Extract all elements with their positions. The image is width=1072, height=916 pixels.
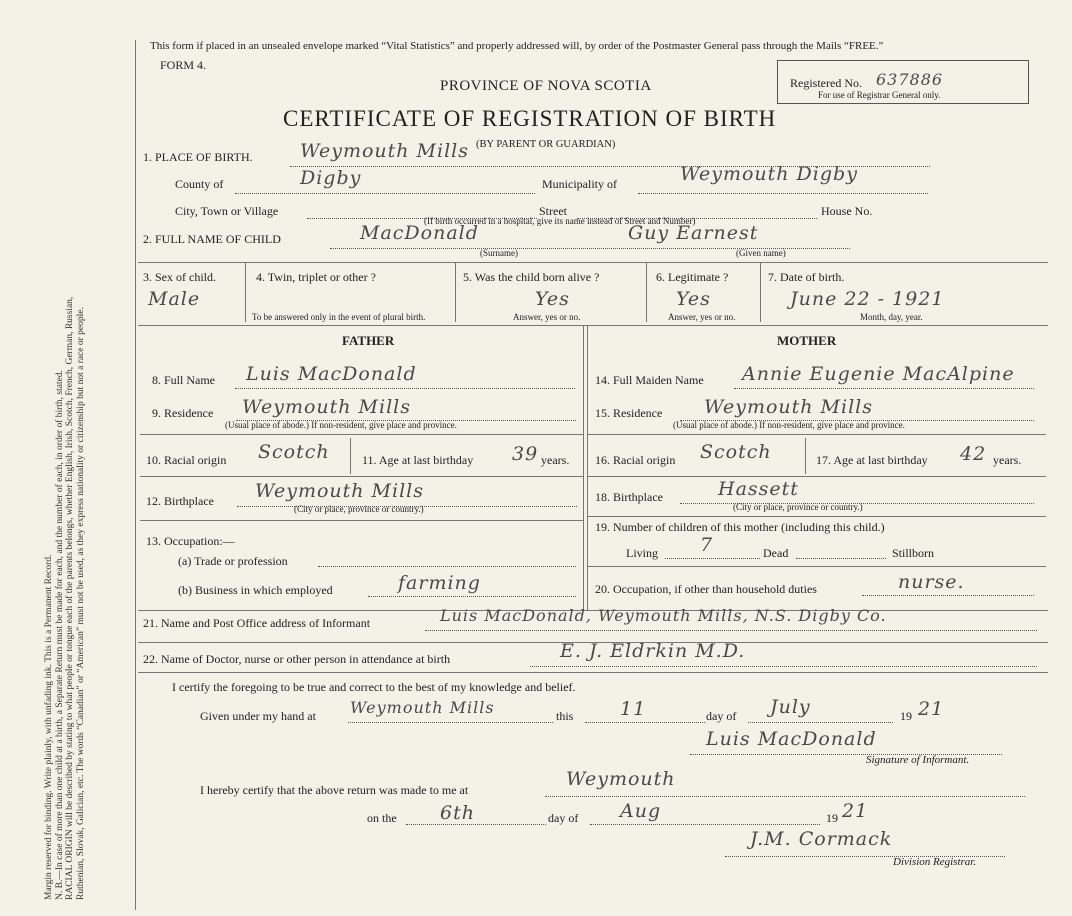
mother-occupation-line <box>862 595 1034 596</box>
legitimate-value: Yes <box>676 288 711 310</box>
informant-signature: Luis MacDonald <box>706 728 877 750</box>
father-name-label: 8. Full Name <box>152 373 215 387</box>
rule <box>588 566 1046 567</box>
divider <box>245 262 246 322</box>
alive-label: 5. Was the child born alive ? <box>463 270 600 284</box>
stillborn-label: Stillborn <box>892 546 935 560</box>
mother-birthplace-label: 18. Birthplace <box>595 490 663 504</box>
divider <box>455 262 456 322</box>
on-the-label: on the <box>367 811 397 825</box>
mother-racial: Scotch <box>700 441 772 463</box>
mother-heading: MOTHER <box>777 333 837 348</box>
county-value: Digby <box>300 167 362 189</box>
child-given-name: Guy Earnest <box>628 222 759 244</box>
doctor-line <box>530 666 1037 667</box>
registrar-caption: Division Registrar. <box>893 856 977 868</box>
dead-line <box>796 558 886 559</box>
registrar-year-prefix: 19 <box>826 811 838 825</box>
doctor-label: 22. Name of Doctor, nurse or other person in attendance at birth <box>143 652 451 666</box>
mother-residence-note: (Usual place of abode.) If non-resident, give place and province. <box>673 420 905 430</box>
mother-birthplace: Hassett <box>718 478 799 500</box>
rule <box>588 476 1046 477</box>
certify-year: 21 <box>918 698 945 720</box>
municipality-label: Municipality of <box>542 177 617 191</box>
county-label: County of <box>175 177 224 191</box>
alive-value: Yes <box>535 288 570 310</box>
living-line <box>665 558 760 559</box>
mother-occupation-label: 20. Occupation, if other than household duties <box>595 582 817 596</box>
margin-note: RACIAL ORIGIN will be described by stating to what people or tongue each of the parents belongs, whether English, Irish, Scotch, French, German, Russian, <box>65 296 75 900</box>
rule <box>588 434 1046 435</box>
trade-label: (a) Trade or profession <box>178 554 288 568</box>
margin-note: Margin reserved for binding. Write plainly, with unfading ink. This is a Permanent Record. <box>44 554 54 900</box>
child-name-label: 2. FULL NAME OF CHILD <box>143 232 281 246</box>
rule <box>140 520 583 521</box>
registered-number: 637886 <box>876 70 944 89</box>
business-label: (b) Business in which employed <box>178 583 333 597</box>
margin-note: Ruthenian, Slovak, Galician, etc. The words “Canadian” or “American” must not be used, as they express nationality or citizenship but not a race or people. <box>75 307 86 900</box>
certify-month: July <box>770 696 811 718</box>
year-prefix: 19 <box>900 709 912 723</box>
dob-label: 7. Date of birth. <box>768 270 845 284</box>
father-age: 39 <box>512 443 539 465</box>
father-birthplace-label: 12. Birthplace <box>146 494 214 508</box>
registrar-text: I hereby certify that the above return was made to me at <box>200 783 469 797</box>
registrar-day-line <box>406 824 546 825</box>
mother-name: Annie Eugenie MacAlpine <box>742 363 1015 385</box>
given-caption: (Given name) <box>736 248 786 258</box>
father-residence: Weymouth Mills <box>242 396 411 418</box>
day-line <box>585 722 705 723</box>
father-years: years. <box>541 453 570 467</box>
signature-caption: Signature of Informant. <box>866 754 970 766</box>
living-value: 7 <box>700 534 714 556</box>
father-birthplace-note: (City or place, province or country.) <box>294 504 424 514</box>
given-place-line <box>348 722 553 723</box>
father-age-label: 11. Age at last birthday <box>362 453 474 467</box>
certify-text: I certify the foregoing to be true and correct to the best of my knowledge and belief. <box>172 680 576 694</box>
sex-label: 3. Sex of child. <box>143 270 216 284</box>
form-number: FORM 4. <box>160 58 207 72</box>
mother-occupation: nurse. <box>898 571 965 593</box>
given-label: Given under my hand at <box>200 709 316 723</box>
dob-value: June 22 - 1921 <box>790 288 945 310</box>
twin-label: 4. Twin, triplet or other ? <box>256 270 376 284</box>
registrar-year: 21 <box>842 800 869 822</box>
legitimate-label: 6. Legitimate ? <box>656 270 729 284</box>
city-label: City, Town or Village <box>175 204 279 218</box>
certify-day: 11 <box>620 698 647 720</box>
certificate-title: CERTIFICATE OF REGISTRATION OF BIRTH <box>283 106 777 131</box>
month-line <box>748 722 893 723</box>
living-label: Living <box>626 546 658 560</box>
place-label: 1. PLACE OF BIRTH. <box>143 150 253 164</box>
margin-rule <box>135 40 136 910</box>
twin-note: To be answered only in the event of plural birth. <box>252 312 426 322</box>
province-heading: PROVINCE OF NOVA SCOTIA <box>440 78 652 94</box>
rule <box>588 516 1046 517</box>
place-value: Weymouth Mills <box>300 140 469 162</box>
doctor-value: E. J. Eldrkin M.D. <box>560 640 746 662</box>
mother-age-label: 17. Age at last birthday <box>816 453 928 467</box>
mother-name-label: 14. Full Maiden Name <box>595 373 704 387</box>
dead-label: Dead <box>763 546 789 560</box>
surname-caption: (Surname) <box>480 248 518 258</box>
father-birthplace: Weymouth Mills <box>255 480 424 502</box>
legitimate-note: Answer, yes or no. <box>668 312 736 322</box>
registrar-month: Aug <box>620 800 662 822</box>
registrar-place-line <box>545 796 1025 797</box>
father-residence-label: 9. Residence <box>152 406 214 420</box>
day-of-label: day of <box>706 709 737 723</box>
street-label: Street <box>539 204 567 218</box>
informant-value: Luis MacDonald, Weymouth Mills, N.S. Digby Co. <box>440 606 887 625</box>
dob-note: Month, day, year. <box>860 312 923 322</box>
margin-notes <box>44 40 124 900</box>
postal-notice: This form if placed in an unsealed envelope marked “Vital Statistics” and properly addressed will, by order of the Postmaster General pass through the Mails “FREE.” <box>150 40 884 52</box>
municipality-line <box>638 193 928 194</box>
mother-age: 42 <box>960 443 987 465</box>
mother-name-line <box>734 388 1034 389</box>
margin-note: N. B.—In case of more than one child at a birth, a Separate Return must be made for each, and the number of each, in order of birth, stated. <box>54 370 65 900</box>
father-racial-label: 10. Racial origin <box>146 453 227 467</box>
parents-divider <box>587 325 588 610</box>
mother-years: years. <box>993 453 1022 467</box>
father-heading: FATHER <box>342 333 395 348</box>
mother-racial-label: 16. Racial origin <box>595 453 676 467</box>
rule <box>140 434 583 435</box>
hospital-note: (If birth occurred in a hospital, give its name instead of Street and Number) <box>424 216 696 226</box>
registrar-day: 6th <box>440 802 475 824</box>
divider <box>350 438 351 474</box>
father-racial: Scotch <box>258 441 330 463</box>
informant-line <box>425 630 1037 631</box>
county-line <box>235 193 535 194</box>
registered-note: For use of Registrar General only. <box>818 90 941 100</box>
trade-line <box>318 566 576 567</box>
mother-birthplace-note: (City or place, province or country.) <box>733 502 863 512</box>
divider <box>805 438 806 474</box>
father-business: farming <box>398 572 481 594</box>
certificate-subtitle: (BY PARENT OR GUARDIAN) <box>476 139 616 150</box>
occupation-label: 13. Occupation:— <box>146 534 235 548</box>
informant-label: 21. Name and Post Office address of Informant <box>143 616 371 630</box>
rule <box>140 476 583 477</box>
registrar-day-of-label: day of <box>548 811 579 825</box>
registrar-place: Weymouth <box>566 768 676 790</box>
father-name: Luis MacDonald <box>246 363 417 385</box>
children-label: 19. Number of children of this mother (including this child.) <box>595 520 885 534</box>
rule <box>138 325 1048 326</box>
house-label: House No. <box>821 204 873 218</box>
parents-divider <box>583 325 584 610</box>
municipality-value: Weymouth Digby <box>680 163 858 185</box>
alive-note: Answer, yes or no. <box>513 312 581 322</box>
father-name-line <box>235 388 575 389</box>
this-label: this <box>556 709 574 723</box>
registrar-month-line <box>590 824 820 825</box>
divider <box>760 262 761 322</box>
sex-value: Male <box>148 288 201 310</box>
business-line <box>368 596 576 597</box>
rule <box>138 262 1048 263</box>
child-surname: MacDonald <box>360 222 479 244</box>
father-residence-note: (Usual place of abode.) If non-resident, give place and province. <box>225 420 457 430</box>
mother-residence: Weymouth Mills <box>704 396 873 418</box>
given-place: Weymouth Mills <box>350 698 495 717</box>
mother-residence-label: 15. Residence <box>595 406 663 420</box>
registered-label: Registered No. <box>790 76 862 90</box>
rule <box>138 672 1048 673</box>
registrar-signature: J.M. Cormack <box>750 828 893 850</box>
divider <box>646 262 647 322</box>
